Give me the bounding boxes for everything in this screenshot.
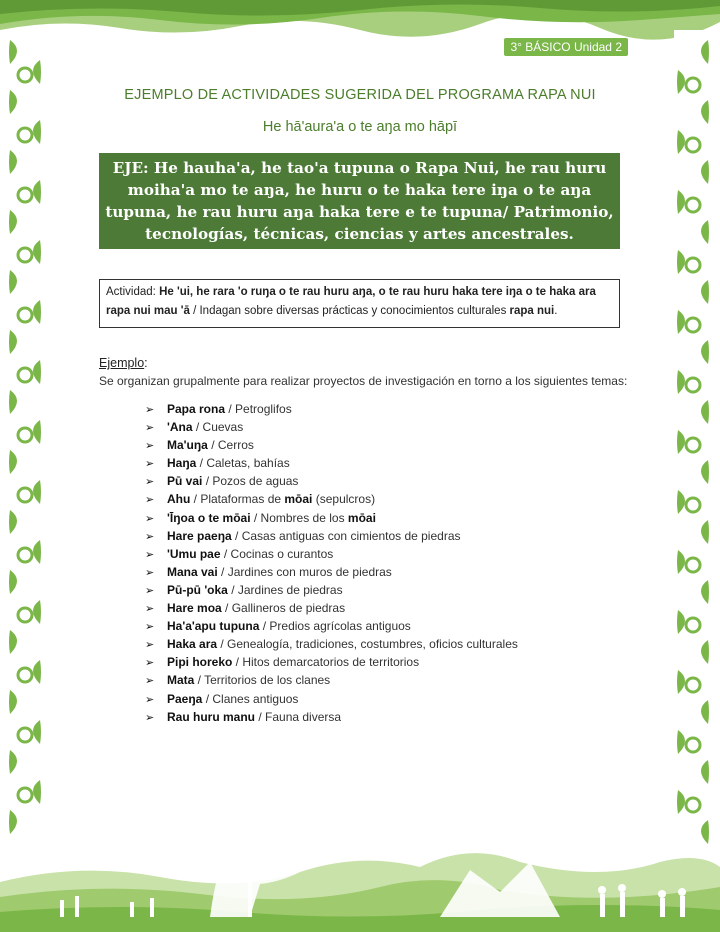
arrow-bullet-icon: ➢ [145,566,155,579]
topic-term: 'Umu pae [167,546,221,561]
topic-description: / Predios agrícolas antiguos [259,619,411,634]
topic-description: / Hitos demarcatorios de territorios [232,655,420,670]
arrow-bullet-icon: ➢ [145,584,155,597]
topic-description: / Clanes antiguos [202,691,299,706]
topic-item [145,617,518,635]
page-subtitle: He hā'aura'a o te aŋa mo hāpī [262,119,458,135]
topic-item [145,436,518,454]
arrow-bullet-icon: ➢ [145,458,155,471]
bottom-landscape-band [0,822,720,932]
page-title: EJEMPLO DE ACTIVIDADES SUGERIDA DEL PROGRAMA RAPA NUI [124,87,596,103]
arrow-bullet-icon: ➢ [145,657,155,670]
topic-description: / Cocinas o curantos [220,546,334,561]
topic-item [145,563,518,581]
arrow-bullet-icon: ➢ [145,693,155,706]
arrow-bullet-icon: ➢ [145,404,155,416]
topic-description: / Fauna diversa [255,709,342,724]
topic-item [145,527,518,545]
topic-description: / Caletas, bahías [196,456,290,471]
topic-description: / Nombres de los [250,510,348,525]
topic-term: Pū vai [167,474,203,489]
topic-item [145,418,518,436]
topic-description: / Territorios de los clanes [194,673,331,688]
grade-unit-badge: 3° BÁSICO Unidad 2 [504,38,628,56]
topic-description: / Gallineros de piedras [221,601,346,616]
topic-term: Pū-pū 'oka [167,582,228,597]
topic-term: Papa rona [167,402,226,416]
topic-description-tail: (sepulcros) [312,492,376,507]
example-colon: : [144,356,148,370]
arrow-bullet-icon: ➢ [145,530,155,543]
topic-term: Pipi horeko [167,655,233,670]
activity-spanish-text: / Indagan sobre diversas prácticas y conocimientos culturales [189,305,510,317]
topic-term: Hare moa [167,601,222,616]
topic-item [145,472,518,490]
topic-description: / Plataformas de [190,492,285,507]
topic-item [145,400,518,418]
arrow-bullet-icon: ➢ [145,548,155,561]
example-label: Ejemplo [99,356,145,370]
right-ornament-border [674,30,712,860]
arrow-bullet-icon: ➢ [145,603,155,616]
topic-item [145,454,518,472]
activity-box [99,279,620,328]
arrow-bullet-icon: ➢ [145,512,155,525]
arrow-bullet-icon: ➢ [145,639,155,652]
activity-tail-bold: rapa nui [509,305,555,317]
arrow-bullet-icon: ➢ [145,675,155,688]
topic-description: / Cuevas [192,420,244,435]
topic-description: / Jardines con muros de piedras [217,564,392,579]
topic-item [145,653,518,671]
topic-term: Haŋa [167,456,197,471]
topic-term: Ha'a'apu tupuna [167,619,260,634]
topic-item [145,599,518,617]
topic-term: Haka ara [167,637,218,652]
topic-term-inline: mōai [284,492,313,507]
topic-description: / Casas antiguas con cimientos de piedras [231,528,461,543]
topic-description: / Genealogía, tradiciones, costumbres, oficios culturales [217,637,518,652]
topic-item [145,490,518,508]
topic-term: Mata [167,673,195,688]
topic-item [145,635,518,653]
topic-description: / Pozos de aguas [202,474,299,489]
topic-term: 'Ana [167,420,193,435]
topics-list [145,400,518,726]
topic-term: Ma'uŋa [167,438,208,453]
left-ornament-border [6,30,44,860]
arrow-bullet-icon: ➢ [145,711,155,724]
topic-description: / Jardines de piedras [227,582,343,597]
arrow-bullet-icon: ➢ [145,422,155,435]
eje-text: EJE: He hauha'a, he tao'a tupuna o Rapa Nui, he rau huru moiha'a mo te aŋa, he huru o te haka tere iŋa o te aŋa tupuna, he rau huru aŋa haka tere e te tupuna/ Patrimonio, tecnologías, técnicas, ciencias y artes ancestrales. [105,159,614,243]
topic-description: / Cerros [207,438,254,453]
example-heading [99,356,148,370]
arrow-bullet-icon: ➢ [145,476,155,489]
topic-term-inline: mōai [347,510,376,525]
example-intro: Se organizan grupalmente para realizar proyectos de investigación en torno a los siguientes temas: [99,374,628,388]
topic-term: Paeŋa [167,691,203,706]
topic-item [145,581,518,599]
topic-item [145,671,518,689]
topic-item [145,509,518,527]
topic-description: / Petroglifos [225,402,292,416]
topic-item [145,690,518,708]
arrow-bullet-icon: ➢ [145,494,155,507]
topic-term: Hare paeŋa [167,528,232,543]
eje-banner [99,153,620,249]
activity-rapanui-text: He 'ui, he rara 'o ruŋa o te rau huru aŋa, o te rau huru haka tere iŋa o te haka ara rapa nui mau 'ā [106,286,596,317]
topic-item [145,545,518,563]
topic-term: Mana vai [167,564,218,579]
topic-item [145,708,518,726]
arrow-bullet-icon: ➢ [145,440,155,453]
topic-term: Rau huru manu [167,709,256,724]
activity-label: Actividad: [106,286,160,298]
arrow-bullet-icon: ➢ [145,621,155,634]
activity-period: . [554,305,558,317]
topic-term: Ahu [167,492,191,507]
topic-term: 'Īŋoa o te mōai [167,510,251,525]
